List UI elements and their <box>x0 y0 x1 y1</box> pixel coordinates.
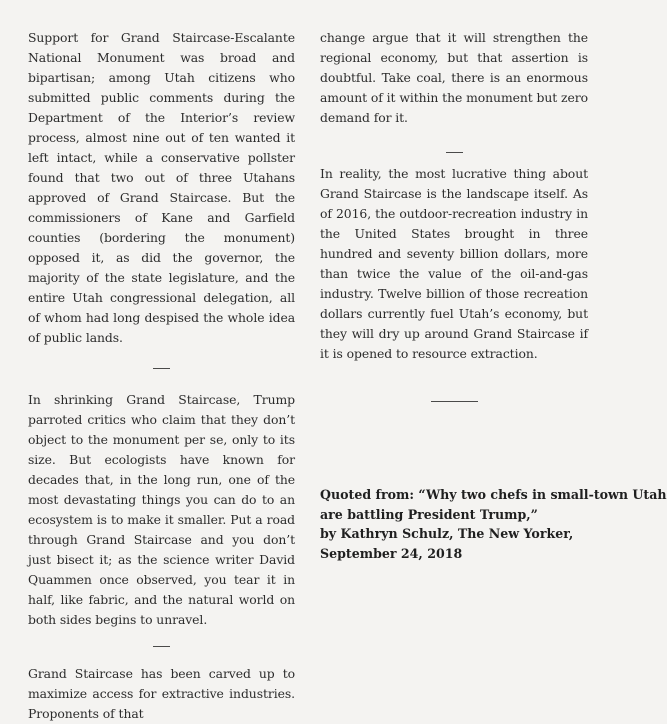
end-divider <box>431 401 478 402</box>
citation-block <box>320 485 667 563</box>
body-paragraph: In reality, the most lucrative thing about Grand Staircase is the landscape itself. As of 2016, the outdoor-recreation industry in the United States brought in three hundred and seventy billion dollars, more than twice the value of the oil-and-gas industry. Twelve billion of those recreation dollars currently fuel Utah’s economy, but they will dry up around Grand Staircase if it is opened to resource extraction. <box>320 166 588 361</box>
body-paragraph: In shrinking Grand Staircase, Trump parroted critics who claim that they don’t object to the monument per se, only to its size. But ecologists have known for decades that, in the long run, one of the most devastating things you can do to an ecosystem is to make it smaller. Put a road through Grand Staircase and you don’t just bisect it; as the science writer David Quammen once observed, you tear it in half, like fabric, and the natural world on both sides begins to unravel. <box>28 392 295 627</box>
section-divider <box>446 152 463 153</box>
body-paragraph: change argue that it will strengthen the regional economy, but that assertion is doubtful. Take coal, there is an enormous amount of it within the monument but zero demand for it. <box>320 30 588 125</box>
citation-line: are battling President Trump,” <box>320 506 538 522</box>
citation-line: September 24, 2018 <box>320 545 463 561</box>
section-divider <box>153 368 170 369</box>
left-column <box>28 28 295 724</box>
body-paragraph: Grand Staircase has been carved up to maximize access for extractive industries. Proponents of that <box>28 666 295 721</box>
body-paragraph: Support for Grand Staircase-Escalante National Monument was broad and bipartisan; among Utah citizens who submitted public comments during the Department of the Interior’s review process, almost nine out of ten wanted it left intact, while a conservative pollster found that two out of three Utahans approved of Grand Staircase. But the commissioners of Kane and Garfield counties (bordering the monument) opposed it, as did the governor, the majority of the state legislature, and the entire Utah congressional delegation, all of whom had long despised the whole idea of public lands. <box>28 30 295 345</box>
right-column <box>320 28 588 402</box>
citation-line: Quoted from: “Why two chefs in small-town Utah <box>320 487 667 502</box>
citation-line: by Kathryn Schulz, The New Yorker, <box>320 526 574 541</box>
section-divider <box>153 646 170 647</box>
